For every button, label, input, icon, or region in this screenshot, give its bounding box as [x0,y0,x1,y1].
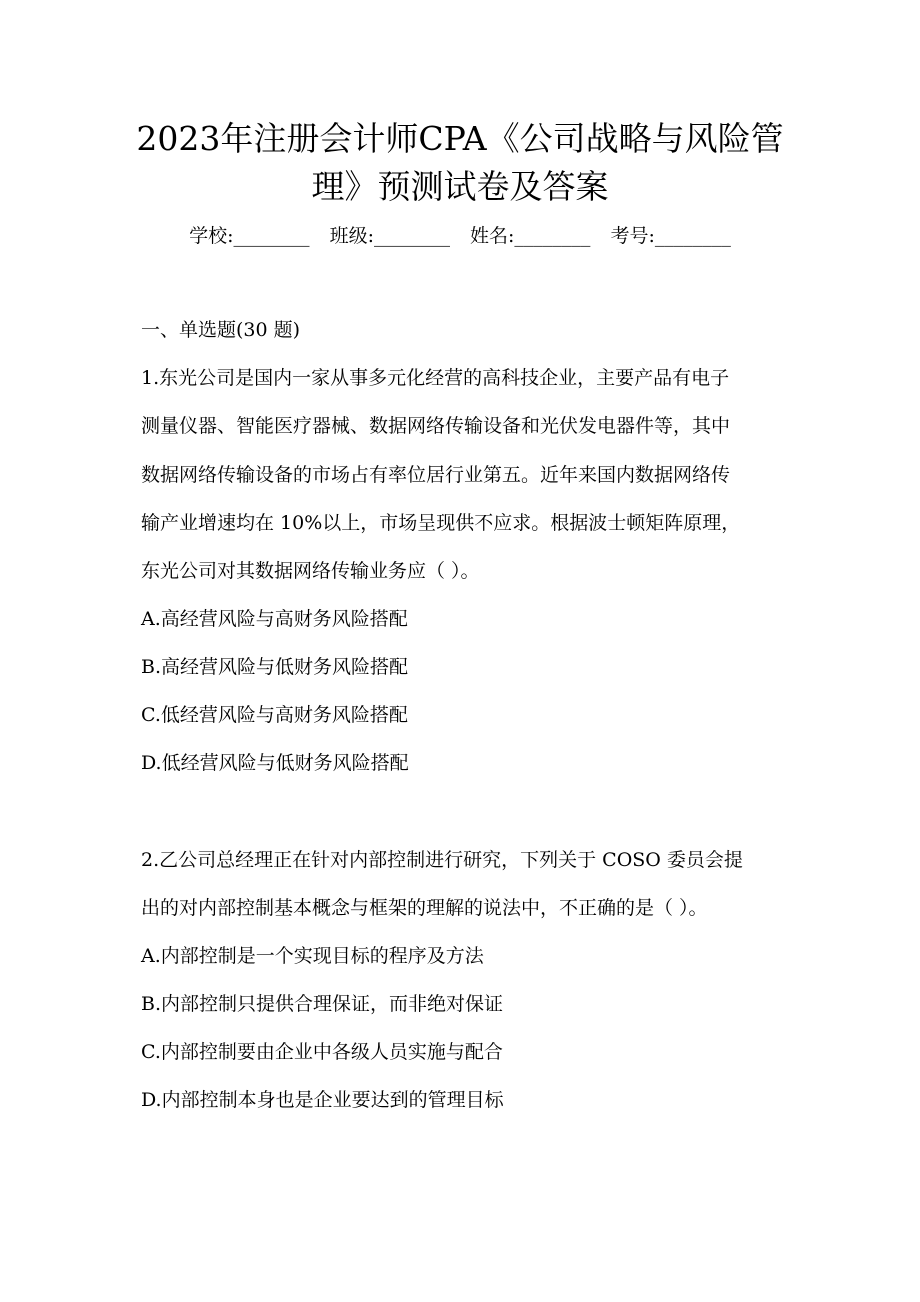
question-1-option-c: C.低经营风险与高财务风险搭配 [141,704,408,726]
question-2-stem-line: 2.乙公司总经理正在针对内部控制进行研究，下列关于 COSO 委员会提 [141,849,743,871]
question-1-stem-line: 测量仪器、智能医疗器械、数据网络传输设备和光伏发电器件等，其中 [141,415,731,437]
question-2-stem-line: 出的对内部控制基本概念与框架的理解的说法中，不正确的是（ ）。 [141,897,708,919]
question-2-option-d: D.内部控制本身也是企业要达到的管理目标 [141,1089,504,1111]
question-2-option-b: B.内部控制只提供合理保证，而非绝对保证 [141,993,504,1015]
question-1-stem-line: 东光公司对其数据网络传输业务应（ ）。 [141,560,480,582]
question-1-stem-line: 输产业增速均在 10%以上，市场呈现供不应求。根据波士顿矩阵原理， [141,512,741,534]
name-field: 姓名:________ [470,225,591,247]
question-1-option-b: B.高经营风险与低财务风险搭配 [141,656,409,678]
question-1-stem-line: 1.东光公司是国内一家从事多元化经营的高科技企业，主要产品有电子 [141,367,730,389]
document-title-line-2: 理》预测试卷及答案 [311,167,609,206]
section-heading: 一、单选题(30 题) [141,319,301,341]
class-field: 班级:________ [329,225,450,247]
question-1-stem-line: 数据网络传输设备的市场占有率位居行业第五。近年来国内数据网络传 [141,464,731,486]
question-1-option-a: A.高经营风险与高财务风险搭配 [141,608,408,630]
question-1-option-d: D.低经营风险与低财务风险搭配 [141,752,409,774]
document-title-line-1: 2023年注册会计师CPA《公司战略与风险管 [136,119,784,158]
school-field: 学校:________ [189,225,310,247]
question-2-option-a: A.内部控制是一个实现目标的程序及方法 [141,945,484,967]
question-2-option-c: C.内部控制要由企业中各级人员实施与配合 [141,1041,503,1063]
exam-number-field: 考号:________ [610,225,731,247]
student-info-row [0,224,920,248]
